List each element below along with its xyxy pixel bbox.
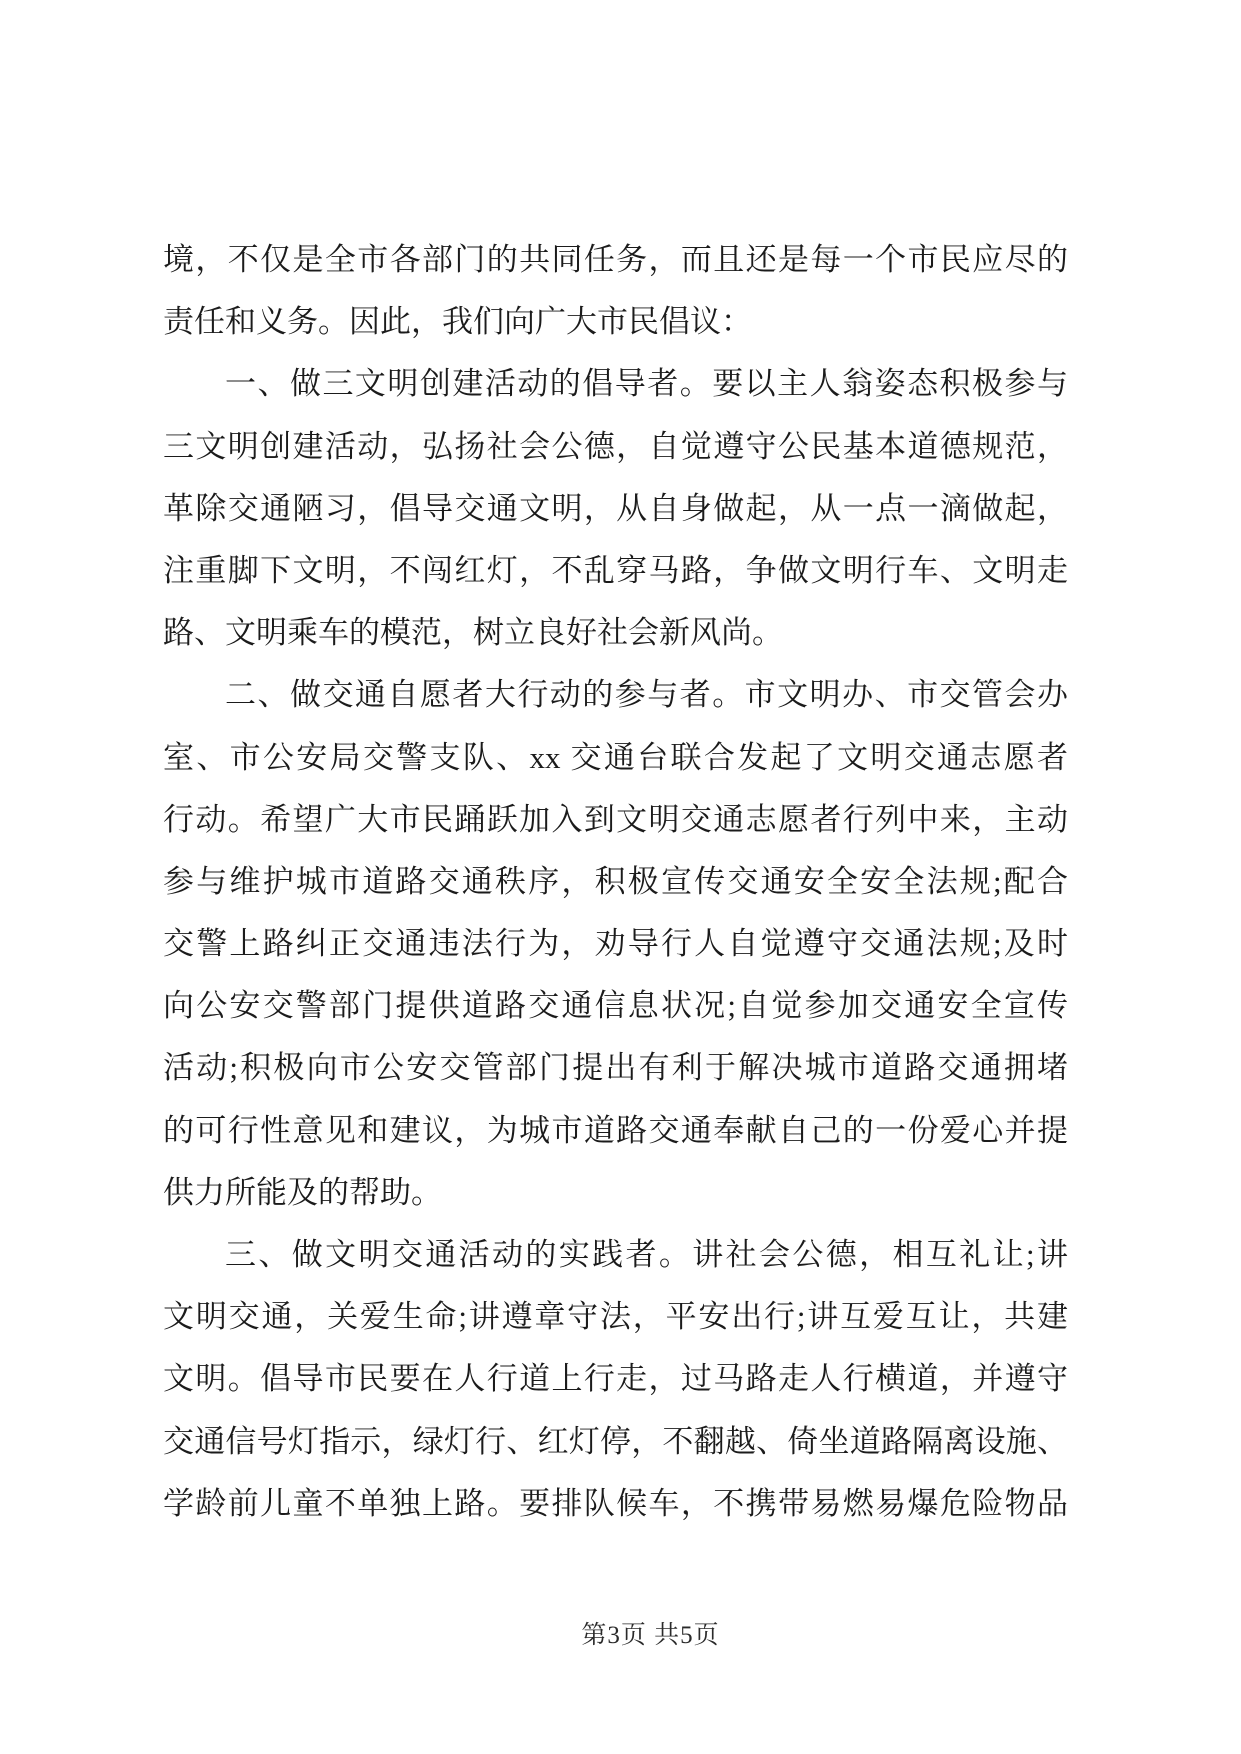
text-line: 革除交通陋习，倡导交通文明，从自身做起，从一点一滴做起，: [163, 490, 1068, 526]
text-line: 室、市公安局交警支队、xx 交通台联合发起了文明交通志愿者: [163, 739, 1068, 775]
text-line: 交警上路纠正交通违法行为，劝导行人自觉遵守交通法规;及时: [163, 926, 1068, 962]
text-line: 行动。希望广大市民踊跃加入到文明交通志愿者行列中来，主动: [163, 801, 1068, 837]
text-line: 路、文明乘车的模范，树立良好社会新风尚。: [163, 615, 783, 651]
text-line: 文明。倡导市民要在人行道上行走，过马路走人行横道，并遵守: [163, 1361, 1068, 1397]
text-line: 学龄前儿童不单独上路。要排队候车，不携带易燃易爆危险物品: [163, 1485, 1068, 1521]
text-line: 的可行性意见和建议，为城市道路交通奉献自己的一份爱心并提: [163, 1112, 1068, 1148]
text-line: 责任和义务。因此，我们向广大市民倡议：: [163, 304, 752, 340]
text-line: 供力所能及的帮助。: [163, 1174, 442, 1210]
document-body: [163, 229, 1068, 1535]
text-line: 向公安交警部门提供道路交通信息状况;自觉参加交通安全宣传: [163, 988, 1068, 1024]
text-line: 二、做交通自愿者大行动的参与者。市文明办、市交管会办: [225, 677, 1068, 713]
text-line: 文明交通，关爱生命;讲遵章守法，平安出行;讲互爱互让，共建: [163, 1299, 1068, 1335]
text-line: 交通信号灯指示，绿灯行、红灯停，不翻越、倚坐道路隔离设施、: [163, 1423, 1068, 1459]
page-footer: 第3页 共5页: [581, 1622, 720, 1649]
text-line: 境，不仅是全市各部门的共同任务，而且还是每一个市民应尽的: [163, 242, 1068, 277]
text-line: 参与维护城市道路交通秩序，积极宣传交通安全安全法规;配合: [163, 863, 1068, 899]
text-line: 一、做三文明创建活动的倡导者。要以主人翁姿态积极参与: [225, 366, 1068, 402]
text-line: 活动;积极向市公安交管部门提出有利于解决城市道路交通拥堵: [163, 1050, 1068, 1086]
text-line: 三文明创建活动，弘扬社会公德，自觉遵守公民基本道德规范，: [163, 428, 1068, 464]
text-line: 三、做文明交通活动的实践者。讲社会公德，相互礼让;讲: [225, 1237, 1068, 1272]
text-line: 注重脚下文明，不闯红灯，不乱穿马路，争做文明行车、文明走: [163, 552, 1068, 588]
